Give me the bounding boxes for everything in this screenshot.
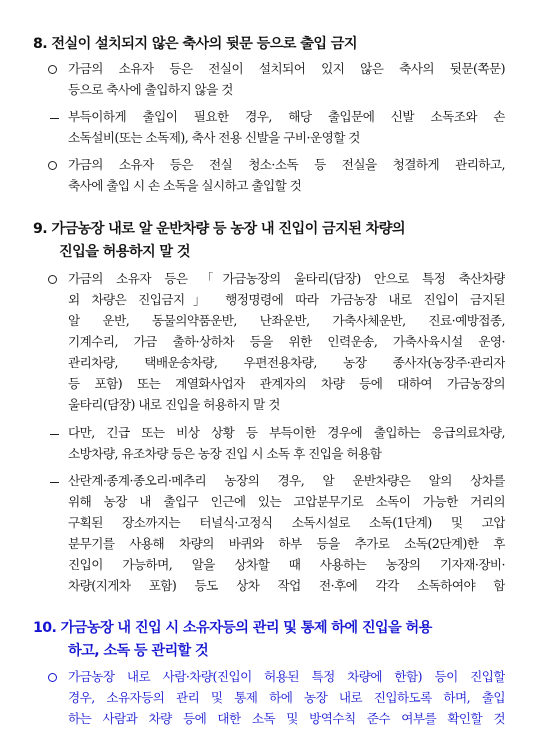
section-8-heading: 8. 전실이 설치되지 않은 축사의 뒷문 등으로 출입 금지 [33,36,357,52]
section-9-item-1-line-1: 가금의 소유자 등은 「가금농장의 울타리(담장) 안으로 특정 축산차량 [68,271,505,286]
section-9-heading-line-1: 9. 가금농장 내로 알 운반차량 등 농장 내 진입이 금지된 차량의 [33,221,405,237]
section-10-heading-line-1: 10. 가금농장 내 진입 시 소유자등의 관리 및 통제 하에 진입을 허용 [33,620,432,636]
section-9-item-3-line-6: 차량(지게차 포함) 등도 상차 작업 전·후에 각각 소독하여야 함 [68,578,505,593]
section-8-item-2-dash [50,118,59,119]
section-9-item-2-line-2: 소방차량, 유조차량 등은 농장 진입 시 소독 후 진입을 허용함 [68,446,382,461]
section-9-item-3-line-4: 분무기를 사용해 차량의 바퀴와 하부 등을 추가로 소독(2단계)한 후 [68,536,505,551]
section-9-item-3-line-5: 진입이 가능하며, 알을 상차할 때 사용하는 농장의 기자재·장비· [68,557,505,572]
section-8-item-1-bullet [48,65,57,74]
section-10-item-1-line-2: 경우, 소유자등의 관리 및 통제 하에 농장 내로 진입하도록 하며, 출입 [68,690,505,705]
section-8-item-1-line-2: 등으로 축사에 출입하지 않을 것 [68,82,233,97]
section-9-item-1-line-3: 알 운반, 동물의약품운반, 난좌운반, 가축사체운반, 진료·예방접종, [68,313,505,328]
section-9-item-2-dash [50,434,59,435]
section-9-item-1-bullet [48,275,57,284]
section-9-item-3-line-2: 위해 농장 내 출입구 인근에 있는 고압분무기로 소독이 가능한 거리의 [68,494,505,509]
section-10-item-1-bullet [48,673,57,682]
section-9-item-2-line-1: 다만, 긴급 또는 비상 상황 등 부득이한 경우에 출입하는 응급의료차량, [68,425,505,440]
section-9-item-1-line-2: 외 차량은 진입금지」 행정명령에 따라 가금농장 내로 진입이 금지된 [68,292,505,307]
section-9-heading-line-2: 진입을 허용하지 말 것 [59,244,190,260]
section-8-item-3-line-1: 가금의 소유자 등은 전실 청소·소독 등 전실을 청결하게 관리하고, [68,157,505,172]
section-8-item-2-line-2: 소독설비(또는 소독제), 축사 전용 신발을 구비·운영할 것 [68,130,360,145]
section-9-item-1-line-7: 울타리(담장) 내로 진입을 허용하지 말 것 [68,397,280,412]
section-8-item-3-bullet [48,161,57,170]
section-9-item-3-dash [50,482,59,483]
section-10-heading-line-2: 하고, 소독 등 관리할 것 [68,643,209,659]
section-10-item-1-line-3: 하는 사람과 차량 등에 대한 소독 및 방역수칙 준수 여부를 확인할 것 [68,711,505,726]
section-9-item-3-line-1: 산란계·종계·종오리·메추리 농장의 경우, 알 운반차량은 알의 상차를 [68,473,505,488]
section-9-item-1-line-5: 관리차량, 택배운송차량, 우편전용차량, 농장 종사자(농장주·관리자 [68,355,505,370]
section-9-item-1-line-4: 기계수리, 가금 출하·상하차 등을 위한 인력운송, 가축사육시설 운영· [68,334,505,349]
section-8-item-3-line-2: 축사에 출입 시 손 소독을 실시하고 출입할 것 [68,178,302,193]
section-8-item-1-line-1: 가금의 소유자 등은 전실이 설치되어 있지 않은 축사의 뒷문(쪽문) [68,61,505,76]
section-9-item-3-line-3: 구획된 장소까지는 터널식·고정식 소독시설로 소독(1단계) 및 고압 [68,515,505,530]
section-8-item-2-line-1: 부득이하게 출입이 필요한 경우, 해당 출입문에 신발 소독조와 손 [68,109,505,124]
section-10-item-1-line-1: 가금농장 내로 사람·차량(진입이 허용된 특정 차량에 한함) 등이 진입할 [68,669,505,684]
section-9-item-1-line-6: 등 포함) 또는 계열화사업자 관계자의 차량 등에 대하여 가금농장의 [68,376,505,391]
